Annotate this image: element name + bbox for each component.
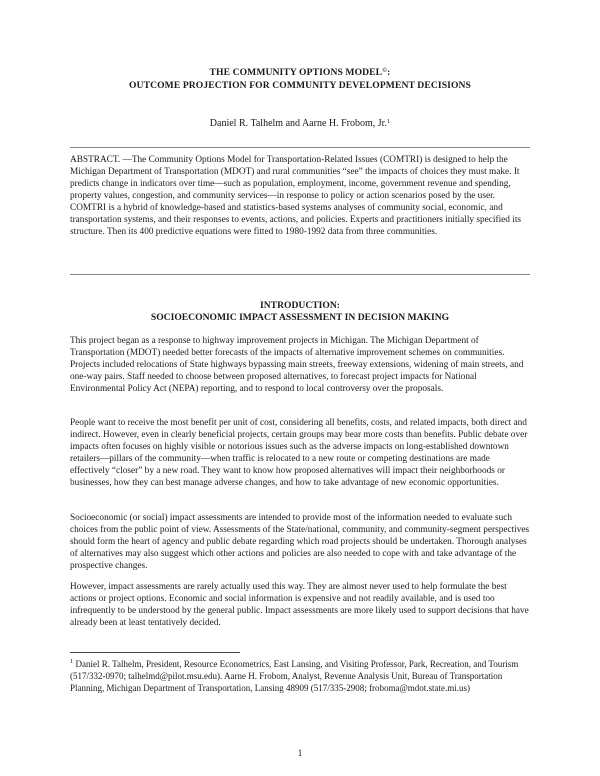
author-names: Daniel R. Talhelm and Aarne H. Frobom, Jr. [209,118,387,129]
copyright-mark: © [382,67,388,74]
page-number: 1 [297,749,303,759]
section-heading-line1: INTRODUCTION: [260,300,340,311]
abstract-text: ABSTRACT. —The Community Options Model for Transportation-Related Issues (COMTRI) is designed to help the Michigan Department of Transportation (MDOT) and rural communities “see” the impacts of choices they must make. It predicts change in indicators over time—such as population, employment, income, government revenue and spending, property values, congestion, and community services—in response to policy or action scenarios posed by the user. COMTRI is a hybrid of knowledge-based and statistics-based systems analyses of community social, economic, and transportation systems, and their responses to events, actions, and policies. Experts and practitioners initially specified its structure. Then its 400 predictive equations were fitted to 1980-1992 data from three communities. [70,155,522,238]
author-footnote-mark: 1 [386,118,391,125]
abstract-top-rule [70,147,530,148]
body-paragraph-1: This project began as a response to highway improvement projects in Michigan. The Michigan Department of Transportation (MDOT) needed better forecasts of the impacts of alternative improvement schemes on communities. Projects included relocations of State highways bypassing main streets, freeway extensions, widening of main streets, and one-way pairs. Staff needed to choose between proposed alternatives, to forecast project impacts for National Environmental Policy Act (NEPA) reporting, and to respond to local controversy over the proposals. [70,336,524,395]
author-line [0,117,600,130]
footnote [70,658,530,694]
footnote-rule [70,652,240,653]
section-heading-line2: SOCIOECONOMIC IMPACT ASSESSMENT IN DECISION MAKING [150,312,450,323]
paper-title-line1 [0,67,600,80]
footnote-text: Daniel R. Talhelm, President, Resource Econometrics, East Lansing, and Visiting Professor, Park, Recreation, and Tourism (517/332-0970; talhelmd@pilot.msu.edu). Aarne H. Frobom, Analyst, Revenue Analysis Unit, Bureau of Transportation Planning, Michigan Department of Transportation, Lansing 48909 (517/335-2908; froboma@mdot.state.mi.us) [70,659,519,693]
body-paragraph-3: Socioeconomic (or social) impact assessments are intended to provide most of the information needed to evaluate such choices from the public point of view. Assessments of the State/national, community, and community-segment perspectives should form the heart of agency and public debate regarding which road projects should be undertaken. Thorough analyses of alternatives may also suggest which other actions and policies are also needed to cope with and take advantage of the prospective changes. [70,513,530,572]
abstract-bottom-rule [70,274,530,275]
body-paragraph-4: However, impact assessments are rarely actually used this way. They are almost never used to help formulate the best actions or project options. Economic and social information is expensive and not readily available, and is used too infrequently to be understood by the general public. Impact assessments are more likely used to support decisions that have already been at least tentatively decided. [70,582,529,629]
body-paragraph-2: People want to receive the most benefit per unit of cost, considering all benefits, costs, and related impacts, both direct and indirect. However, even in clearly beneficial projects, certain groups may bear more costs than benefits. Public debate over impacts often focuses on highly visible or notorious issues such as the adverse impacts on long-established downtown retailers—pillars of the community—when traffic is relocated to a new route or competing destinations are made effectively “closer” by a new road. They want to know how proposed alternatives will impact their neighborhoods or businesses, how they can best manage adverse changes, and how to take advantage of new economic opportunities. [70,418,528,489]
footnote-mark: 1 [70,658,74,665]
title-colon: : [387,67,391,78]
paper-title-line2: OUTCOME PROJECTION FOR COMMUNITY DEVELOPMENT DECISIONS [128,80,471,91]
title-text: THE COMMUNITY OPTIONS MODEL [209,67,383,78]
